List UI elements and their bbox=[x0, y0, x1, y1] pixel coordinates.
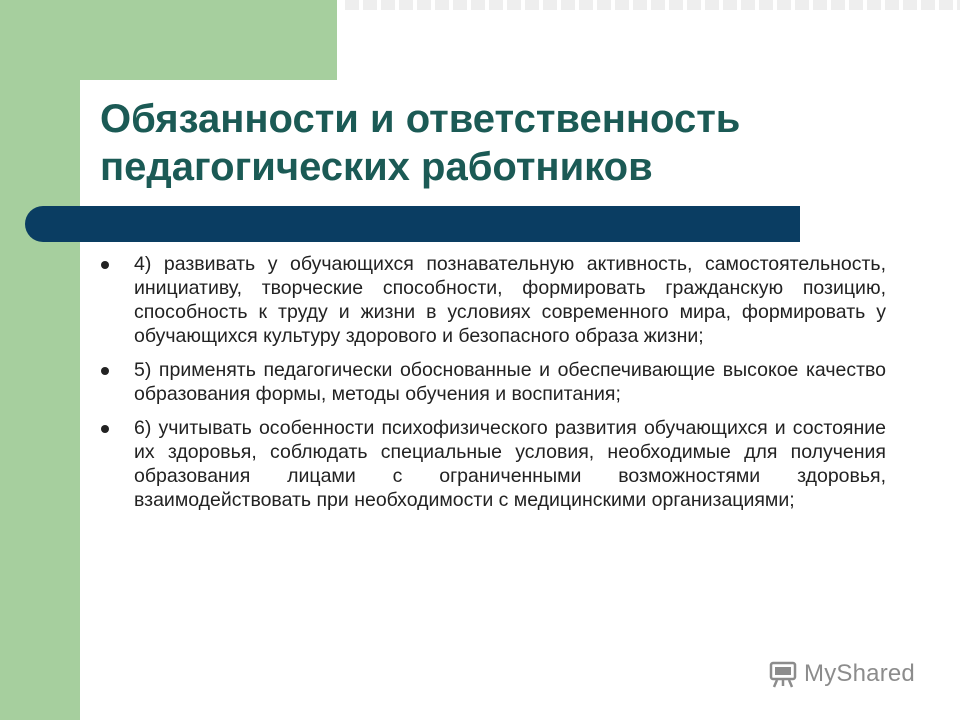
bullet-text: 5) применять педагогически обоснованные и обеспечивающие высокое качество образования формы, методы обучения и воспитания; bbox=[134, 359, 886, 405]
bullet-text: 6) учитывать особенности психофизического развития обучающихся и состояние их здоровья, соблюдать специальные условия, необходимые для получения образования лицами с ограниченными возможностями здоровья, взаимодействовать при необходимости с медицинскими организациями; bbox=[134, 417, 886, 511]
bullet-item bbox=[100, 358, 886, 406]
bullet-dot-icon bbox=[101, 367, 109, 375]
title-underline-bar bbox=[25, 206, 800, 242]
top-accent-block bbox=[0, 0, 337, 80]
bullet-list bbox=[100, 252, 886, 522]
slide-title-line-2: педагогических работников bbox=[100, 145, 653, 189]
bullet-dot-icon bbox=[101, 425, 109, 433]
slide-title-line-1: Обязанности и ответственность bbox=[100, 97, 741, 141]
slide-title bbox=[100, 95, 880, 191]
bullet-text: 4) развивать у обучающихся познавательную активность, самостоятельность, инициативу, творческие способности, формировать гражданскую позицию, способность к труду и жизни в условиях современного мира, формировать у обучающихся культуру здорового и безопасного образа жизни; bbox=[134, 253, 886, 347]
top-dashed-band bbox=[345, 0, 960, 10]
left-accent-strip bbox=[0, 0, 80, 720]
bullet-item bbox=[100, 416, 886, 512]
bullet-dot-icon bbox=[101, 261, 109, 269]
watermark-text: MyShared bbox=[804, 660, 915, 687]
bullet-item bbox=[100, 252, 886, 348]
myshared-watermark bbox=[768, 658, 915, 690]
presentation-board-icon bbox=[768, 659, 798, 689]
